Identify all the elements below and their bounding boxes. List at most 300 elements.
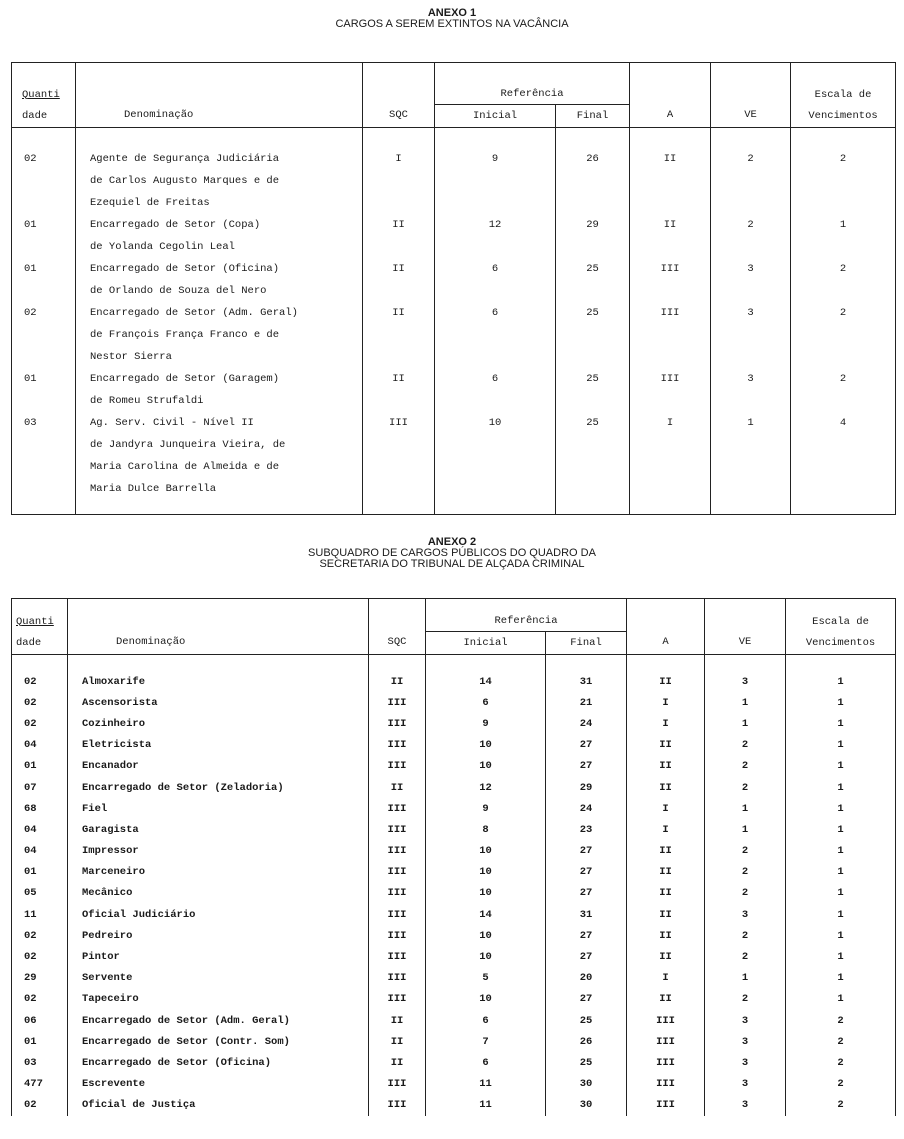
table-row [12, 412, 896, 434]
cell-final [556, 478, 630, 500]
cell-denominacao: Encarregado de Setor (Adm. Geral) [68, 1010, 369, 1031]
cell-a [630, 434, 711, 456]
table-row [12, 192, 896, 214]
cell-a [630, 236, 711, 258]
cell-escala: 2 [791, 368, 896, 390]
cell-ve: 3 [705, 1074, 786, 1095]
cell-inicial: 10 [426, 862, 546, 883]
cell-escala: 2 [791, 258, 896, 280]
cell-quantidade: 01 [12, 368, 76, 390]
cell-escala: 4 [791, 412, 896, 434]
cell-a [630, 280, 711, 302]
cell-ve: 2 [705, 841, 786, 862]
table-row [12, 713, 896, 734]
header-inicial: Inicial [426, 632, 546, 655]
cell-inicial [435, 170, 556, 192]
cell-quantidade: 07 [12, 777, 68, 798]
cell-ve: 3 [705, 1095, 786, 1116]
cell-denominacao: Ag. Serv. Civil - Nível II [76, 412, 363, 434]
cell-sqc: III [369, 968, 426, 989]
table-row [12, 368, 896, 390]
cell-denominacao: Marceneiro [68, 862, 369, 883]
cell-denominacao: Pedreiro [68, 925, 369, 946]
cell-inicial: 6 [435, 368, 556, 390]
table-row [12, 692, 896, 713]
cell-a: II [627, 904, 705, 925]
cell-escala [791, 324, 896, 346]
cell-inicial: 7 [426, 1031, 546, 1052]
cell-quantidade: 04 [12, 841, 68, 862]
table-row [12, 1052, 896, 1073]
table-row [12, 390, 896, 412]
header-sqc: SQC [369, 599, 426, 655]
cell-denominacao: Encanador [68, 756, 369, 777]
cell-escala: 1 [786, 819, 896, 840]
cell-denominacao: Maria Carolina de Almeida e de [76, 456, 363, 478]
cell-denominacao: Encarregado de Setor (Adm. Geral) [76, 302, 363, 324]
cell-a [630, 324, 711, 346]
cell-inicial: 14 [426, 904, 546, 925]
cell-sqc: II [369, 1010, 426, 1031]
cell-quantidade: 02 [12, 671, 68, 692]
header-final: Final [546, 632, 627, 655]
cell-denominacao: Encarregado de Setor (Contr. Som) [68, 1031, 369, 1052]
header-ve: VE [705, 599, 786, 655]
cell-ve [711, 478, 791, 500]
table-row [12, 456, 896, 478]
cell-denominacao: de Yolanda Cegolin Leal [76, 236, 363, 258]
cell-final: 23 [546, 819, 627, 840]
cell-inicial: 6 [426, 1010, 546, 1031]
cell-quantidade: 01 [12, 1031, 68, 1052]
cell-a: II [627, 777, 705, 798]
cell-final: 30 [546, 1095, 627, 1116]
cell-final: 27 [546, 735, 627, 756]
cell-inicial: 6 [426, 1052, 546, 1073]
cell-sqc: II [363, 302, 435, 324]
cell-final: 29 [556, 214, 630, 236]
cell-ve: 3 [705, 1010, 786, 1031]
cell-a [630, 478, 711, 500]
cell-a: II [627, 841, 705, 862]
cell-quantidade: 02 [12, 713, 68, 734]
cell-a: I [627, 713, 705, 734]
cell-final [556, 192, 630, 214]
cell-inicial [435, 478, 556, 500]
header-a: A [630, 63, 711, 128]
table-row [12, 798, 896, 819]
cell-final [556, 346, 630, 368]
cell-sqc: III [369, 798, 426, 819]
table-row [12, 302, 896, 324]
cell-ve [711, 434, 791, 456]
cell-final: 25 [546, 1010, 627, 1031]
cell-sqc [363, 280, 435, 302]
cell-inicial: 10 [435, 412, 556, 434]
cell-ve: 2 [711, 214, 791, 236]
header-ve: VE [711, 63, 791, 128]
cell-quantidade [12, 324, 76, 346]
cell-escala: 1 [786, 841, 896, 862]
cell-a: II [627, 883, 705, 904]
table-row [12, 1010, 896, 1031]
cell-sqc [363, 324, 435, 346]
cell-denominacao: Impressor [68, 841, 369, 862]
cell-a: III [627, 1031, 705, 1052]
header-denominacao: Denominação [68, 599, 369, 655]
cell-sqc: III [369, 735, 426, 756]
cell-a: III [627, 1095, 705, 1116]
cell-inicial: 10 [426, 735, 546, 756]
cell-ve [711, 280, 791, 302]
cell-a [630, 456, 711, 478]
cell-denominacao: Garagista [68, 819, 369, 840]
table-row [12, 883, 896, 904]
cell-ve: 2 [705, 989, 786, 1010]
cell-escala: 2 [786, 1031, 896, 1052]
cell-escala [791, 236, 896, 258]
cell-sqc: III [369, 756, 426, 777]
cell-inicial: 6 [426, 692, 546, 713]
cell-denominacao: Encarregado de Setor (Oficina) [68, 1052, 369, 1073]
cell-ve: 1 [705, 968, 786, 989]
cell-ve: 2 [705, 735, 786, 756]
cell-inicial: 10 [426, 925, 546, 946]
header-escala-bottom: Vencimentos [786, 632, 896, 655]
cell-ve [711, 390, 791, 412]
cell-denominacao: Ezequiel de Freitas [76, 192, 363, 214]
header-escala-top: Escala de [786, 599, 896, 632]
cell-denominacao: de Jandyra Junqueira Vieira, de [76, 434, 363, 456]
cell-a [630, 170, 711, 192]
cell-escala: 1 [786, 756, 896, 777]
cell-final: 24 [546, 713, 627, 734]
cell-escala [791, 280, 896, 302]
cell-escala: 2 [786, 1074, 896, 1095]
cell-ve [711, 236, 791, 258]
cell-sqc: III [369, 1095, 426, 1116]
cell-final: 24 [546, 798, 627, 819]
cell-quantidade: 05 [12, 883, 68, 904]
cell-escala: 2 [786, 1052, 896, 1073]
anexo2-body [12, 655, 896, 1116]
cell-sqc [363, 478, 435, 500]
cell-quantidade: 01 [12, 862, 68, 883]
table-row [12, 434, 896, 456]
cell-quantidade: 477 [12, 1074, 68, 1095]
cell-a: I [627, 692, 705, 713]
table-row [12, 989, 896, 1010]
cell-inicial: 11 [426, 1074, 546, 1095]
cell-inicial: 6 [435, 258, 556, 280]
cell-denominacao: Eletricista [68, 735, 369, 756]
cell-sqc [363, 390, 435, 412]
cell-a: II [627, 671, 705, 692]
cell-a: II [627, 862, 705, 883]
cell-ve: 3 [705, 904, 786, 925]
cell-quantidade [12, 478, 76, 500]
table-row [12, 346, 896, 368]
cell-final: 25 [546, 1052, 627, 1073]
cell-quantidade: 03 [12, 1052, 68, 1073]
cell-denominacao: Encarregado de Setor (Garagem) [76, 368, 363, 390]
anexo2-subtitle-line2: SECRETARIA DO TRIBUNAL DE ALÇADA CRIMINAL [319, 558, 585, 570]
cell-quantidade [12, 434, 76, 456]
header-quantidade-top: Quanti [12, 599, 68, 632]
cell-inicial [435, 192, 556, 214]
cell-final: 29 [546, 777, 627, 798]
cell-escala: 1 [786, 735, 896, 756]
cell-denominacao: Agente de Segurança Judiciária [76, 148, 363, 170]
table-row [12, 925, 896, 946]
cell-escala: 2 [786, 1010, 896, 1031]
header-referencia: Referência [426, 599, 627, 632]
anexo1-title: ANEXO 1 [427, 7, 477, 19]
cell-final: 25 [556, 368, 630, 390]
cell-quantidade [12, 170, 76, 192]
cell-denominacao: Encarregado de Setor (Copa) [76, 214, 363, 236]
cell-quantidade [12, 192, 76, 214]
cell-ve: 3 [711, 302, 791, 324]
cell-escala: 2 [786, 1095, 896, 1116]
cell-ve [711, 456, 791, 478]
cell-final: 30 [546, 1074, 627, 1095]
table-row [12, 1095, 896, 1116]
cell-ve: 3 [711, 258, 791, 280]
cell-inicial: 11 [426, 1095, 546, 1116]
cell-sqc: II [369, 777, 426, 798]
cell-ve: 2 [705, 946, 786, 967]
cell-sqc [363, 456, 435, 478]
cell-escala [791, 170, 896, 192]
cell-ve: 3 [705, 671, 786, 692]
cell-quantidade: 02 [12, 302, 76, 324]
cell-a: III [630, 302, 711, 324]
cell-ve [711, 346, 791, 368]
cell-denominacao: Almoxarife [68, 671, 369, 692]
cell-inicial [435, 346, 556, 368]
cell-denominacao: de Carlos Augusto Marques e de [76, 170, 363, 192]
cell-inicial: 12 [426, 777, 546, 798]
table-row [12, 280, 896, 302]
cell-escala: 1 [786, 904, 896, 925]
cell-escala: 1 [786, 925, 896, 946]
cell-quantidade: 01 [12, 258, 76, 280]
cell-ve [711, 170, 791, 192]
anexo1-table [11, 62, 896, 515]
cell-quantidade: 01 [12, 756, 68, 777]
cell-escala: 1 [791, 214, 896, 236]
cell-a: II [627, 925, 705, 946]
cell-final: 20 [546, 968, 627, 989]
cell-denominacao: de Romeu Strufaldi [76, 390, 363, 412]
cell-a: I [627, 798, 705, 819]
cell-ve: 2 [705, 883, 786, 904]
cell-final: 25 [556, 302, 630, 324]
table-row [12, 819, 896, 840]
cell-escala: 1 [786, 989, 896, 1010]
cell-ve: 1 [705, 798, 786, 819]
table-row [12, 946, 896, 967]
cell-escala: 1 [786, 713, 896, 734]
cell-ve: 2 [705, 777, 786, 798]
cell-final [556, 324, 630, 346]
cell-escala [791, 390, 896, 412]
cell-quantidade: 03 [12, 412, 76, 434]
cell-quantidade [12, 390, 76, 412]
cell-final [556, 236, 630, 258]
anexo2-subtitle-line1: SUBQUADRO DE CARGOS PÚBLICOS DO QUADRO DA [308, 547, 596, 559]
cell-ve: 1 [705, 692, 786, 713]
table-row [12, 756, 896, 777]
header-quantidade-top: Quanti [12, 63, 76, 105]
cell-denominacao: Nestor Sierra [76, 346, 363, 368]
cell-sqc [363, 192, 435, 214]
table-row [12, 214, 896, 236]
cell-denominacao: de François França Franco e de [76, 324, 363, 346]
cell-quantidade [12, 456, 76, 478]
table-row [12, 777, 896, 798]
cell-inicial: 10 [426, 841, 546, 862]
cell-final: 31 [546, 904, 627, 925]
cell-inicial: 10 [426, 946, 546, 967]
cell-inicial [435, 390, 556, 412]
cell-sqc: II [369, 671, 426, 692]
cell-ve: 2 [705, 756, 786, 777]
cell-a: III [627, 1052, 705, 1073]
cell-ve [711, 324, 791, 346]
cell-denominacao: Oficial Judiciário [68, 904, 369, 925]
cell-denominacao: Maria Dulce Barrella [76, 478, 363, 500]
table-row [12, 236, 896, 258]
cell-denominacao: Encarregado de Setor (Oficina) [76, 258, 363, 280]
cell-inicial: 9 [435, 148, 556, 170]
cell-final [556, 280, 630, 302]
header-final: Final [556, 105, 630, 128]
cell-sqc [363, 236, 435, 258]
cell-quantidade: 29 [12, 968, 68, 989]
cell-final [556, 390, 630, 412]
cell-ve: 1 [705, 819, 786, 840]
cell-final: 27 [546, 989, 627, 1010]
cell-inicial [435, 456, 556, 478]
cell-a [630, 192, 711, 214]
cell-sqc: III [369, 841, 426, 862]
cell-final: 25 [556, 412, 630, 434]
cell-sqc: III [369, 862, 426, 883]
cell-inicial: 10 [426, 756, 546, 777]
cell-escala [791, 192, 896, 214]
cell-quantidade: 02 [12, 989, 68, 1010]
cell-ve: 3 [705, 1052, 786, 1073]
cell-inicial [435, 434, 556, 456]
cell-denominacao: Ascensorista [68, 692, 369, 713]
cell-inicial: 9 [426, 713, 546, 734]
table-row [12, 841, 896, 862]
cell-a: II [627, 756, 705, 777]
cell-inicial [435, 324, 556, 346]
cell-sqc: III [369, 946, 426, 967]
cell-a: III [630, 258, 711, 280]
cell-ve: 3 [711, 368, 791, 390]
table-row [12, 478, 896, 500]
cell-sqc: II [363, 368, 435, 390]
cell-sqc: II [363, 214, 435, 236]
cell-inicial [435, 236, 556, 258]
cell-sqc: III [369, 904, 426, 925]
cell-escala: 1 [786, 862, 896, 883]
cell-quantidade: 06 [12, 1010, 68, 1031]
cell-ve: 2 [711, 148, 791, 170]
cell-a: I [630, 412, 711, 434]
cell-quantidade [12, 280, 76, 302]
header-quantidade-bottom: dade [12, 632, 68, 655]
cell-sqc: III [369, 883, 426, 904]
cell-sqc: III [369, 989, 426, 1010]
cell-denominacao: Cozinheiro [68, 713, 369, 734]
cell-a: II [627, 735, 705, 756]
cell-final: 27 [546, 925, 627, 946]
table-row [12, 862, 896, 883]
cell-denominacao: Servente [68, 968, 369, 989]
cell-final: 27 [546, 883, 627, 904]
cell-escala [791, 456, 896, 478]
cell-a: II [627, 946, 705, 967]
cell-a: II [627, 989, 705, 1010]
anexo2-title: ANEXO 2 [427, 536, 477, 548]
cell-quantidade [12, 236, 76, 258]
cell-inicial: 10 [426, 883, 546, 904]
cell-escala: 1 [786, 798, 896, 819]
cell-escala: 1 [786, 883, 896, 904]
cell-escala [791, 478, 896, 500]
cell-escala [791, 346, 896, 368]
cell-denominacao: Escrevente [68, 1074, 369, 1095]
cell-sqc [363, 434, 435, 456]
header-escala-top: Escala de [791, 63, 896, 105]
anexo1-heading [0, 8, 904, 30]
cell-final: 31 [546, 671, 627, 692]
cell-ve: 2 [705, 862, 786, 883]
cell-final: 25 [556, 258, 630, 280]
header-referencia: Referência [435, 63, 630, 105]
cell-denominacao: Encarregado de Setor (Zeladoria) [68, 777, 369, 798]
cell-denominacao: Mecânico [68, 883, 369, 904]
cell-sqc: III [369, 713, 426, 734]
cell-inicial: 9 [426, 798, 546, 819]
cell-escala: 1 [786, 968, 896, 989]
cell-ve: 3 [705, 1031, 786, 1052]
cell-sqc [363, 170, 435, 192]
table-row [12, 148, 896, 170]
cell-final: 27 [546, 862, 627, 883]
cell-final [556, 456, 630, 478]
cell-final: 26 [546, 1031, 627, 1052]
cell-final [556, 434, 630, 456]
cell-escala: 1 [786, 946, 896, 967]
cell-sqc: I [363, 148, 435, 170]
cell-inicial: 8 [426, 819, 546, 840]
table-row [12, 1031, 896, 1052]
table-row [12, 968, 896, 989]
cell-escala: 1 [786, 692, 896, 713]
anexo1-subtitle: CARGOS A SEREM EXTINTOS NA VACÂNCIA [335, 18, 569, 30]
cell-denominacao: de Orlando de Souza del Nero [76, 280, 363, 302]
cell-denominacao: Oficial de Justiça [68, 1095, 369, 1116]
cell-quantidade: 02 [12, 148, 76, 170]
cell-a [630, 390, 711, 412]
cell-inicial: 14 [426, 671, 546, 692]
